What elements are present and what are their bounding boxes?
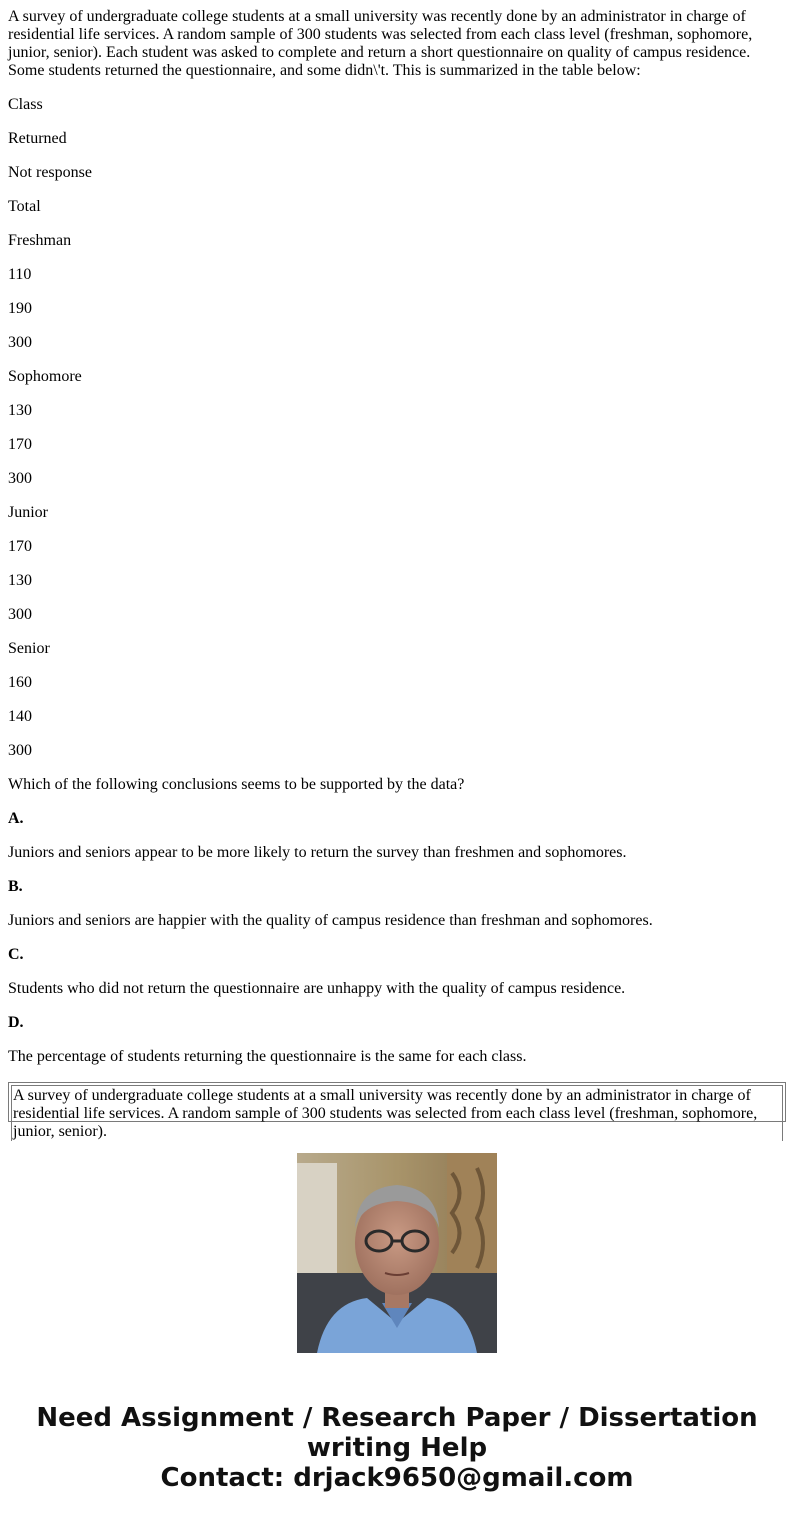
data-table [8,96,786,760]
option-c-text: Students who did not return the questionnaire are unhappy with the quality of campus residence. [8,980,626,997]
question-content [8,8,786,1066]
table-cell: 300 [8,470,32,487]
table-cell: Senior [8,640,50,657]
table-cell: 300 [8,606,32,623]
table-cell: Freshman [8,232,72,249]
option-b-text: Juniors and seniors are happier with the quality of campus residence than freshman and sophomores. [8,912,653,929]
option-b-letter: B. [8,878,23,895]
table-header-returned: Returned [8,130,67,147]
framed-question-text: A survey of undergraduate college students at a small university was recently done by an administrator in charge of residential life services. A random sample of 300 students was selected from each class level (freshman, sophomore, junior, senior). [11,1085,783,1141]
table-cell: 170 [8,538,32,555]
option-c-letter: C. [8,946,24,963]
promo-contact: Contact: drjack9650@gmail.com [160,1463,634,1493]
table-header-not-response: Not response [8,164,92,181]
table-cell: 110 [8,266,32,283]
table-cell: 170 [8,436,32,453]
promo-line-2: writing Help [306,1433,488,1463]
table-header-total: Total [8,198,41,215]
table-cell: 130 [8,402,32,419]
table-header-class: Class [8,96,43,113]
table-cell: 140 [8,708,32,725]
promo-line-1: Need Assignment / Research Paper / Dissertation [36,1403,758,1433]
table-cell: 130 [8,572,32,589]
table-cell: Sophomore [8,368,82,385]
promo-footer [0,1403,794,1493]
option-a-letter: A. [8,810,24,827]
question-intro: A survey of undergraduate college students at a small university was recently done by an administrator in charge of residential life services. A random sample of 300 students was selected from each class level (freshman, sophomore, junior, senior). Each student was asked to complete and return a short questionnaire on quality of campus residence. Some students returned the questionnaire, and some didn\'t. This is summarized in the table below: [8,8,753,79]
table-cell: Junior [8,504,48,521]
framed-question-box [8,1082,786,1140]
author-avatar [297,1153,497,1353]
question-prompt: Which of the following conclusions seems to be supported by the data? [8,776,465,793]
option-d-letter: D. [8,1014,24,1031]
option-a-text: Juniors and seniors appear to be more likely to return the survey than freshmen and sophomores. [8,844,627,861]
table-cell: 190 [8,300,32,317]
table-cell: 160 [8,674,32,691]
table-cell: 300 [8,334,32,351]
table-cell: 300 [8,742,32,759]
author-photo-image [297,1153,497,1353]
option-d-text: The percentage of students returning the questionnaire is the same for each class. [8,1048,527,1065]
